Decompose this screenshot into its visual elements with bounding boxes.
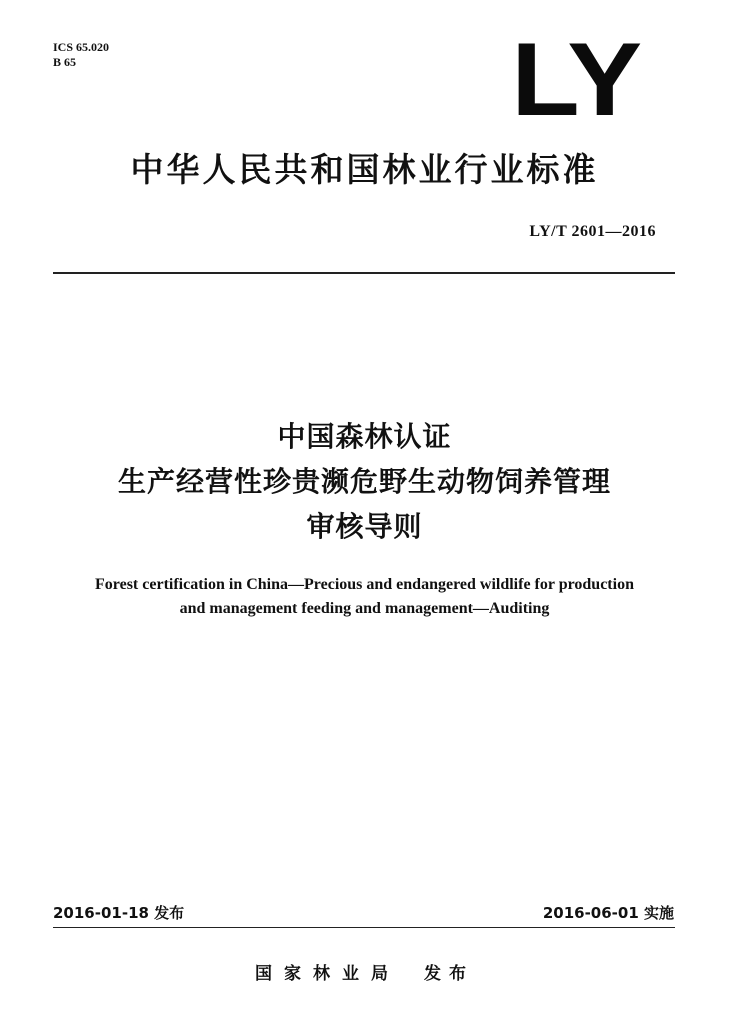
bottom-divider: [53, 927, 675, 928]
implementation-date: 2016-06-01 实施: [542, 904, 674, 922]
title-cn-line: 审核导则: [306, 510, 423, 543]
ccs-code: B 65: [53, 55, 77, 69]
standard-title: 中华人民共和国林业行业标准: [130, 150, 599, 189]
title-cn-line: 中国森林认证: [277, 420, 452, 453]
ics-code: ICS 65.020: [53, 40, 110, 54]
standard-number: LY/T 2601—2016: [529, 223, 656, 240]
top-divider: [53, 272, 675, 274]
publisher-action: 发布: [424, 964, 474, 984]
publisher: [0, 962, 729, 986]
title-en-line: Forest certification in China—Precious and endangered wildlife for production: [95, 576, 634, 593]
issue-date: 2016-01-18 发布: [53, 904, 185, 922]
title-en-line: and management feeding and management—Auditing: [179, 600, 550, 617]
title-cn-line: 生产经营性珍贵濒危野生动物饲养管理: [117, 465, 611, 498]
classification-codes: [53, 40, 109, 70]
document-title-en: [0, 573, 729, 621]
ly-logo: LY: [511, 22, 640, 138]
publisher-org: 国家林业局: [255, 964, 400, 984]
document-title-cn: [0, 414, 729, 549]
